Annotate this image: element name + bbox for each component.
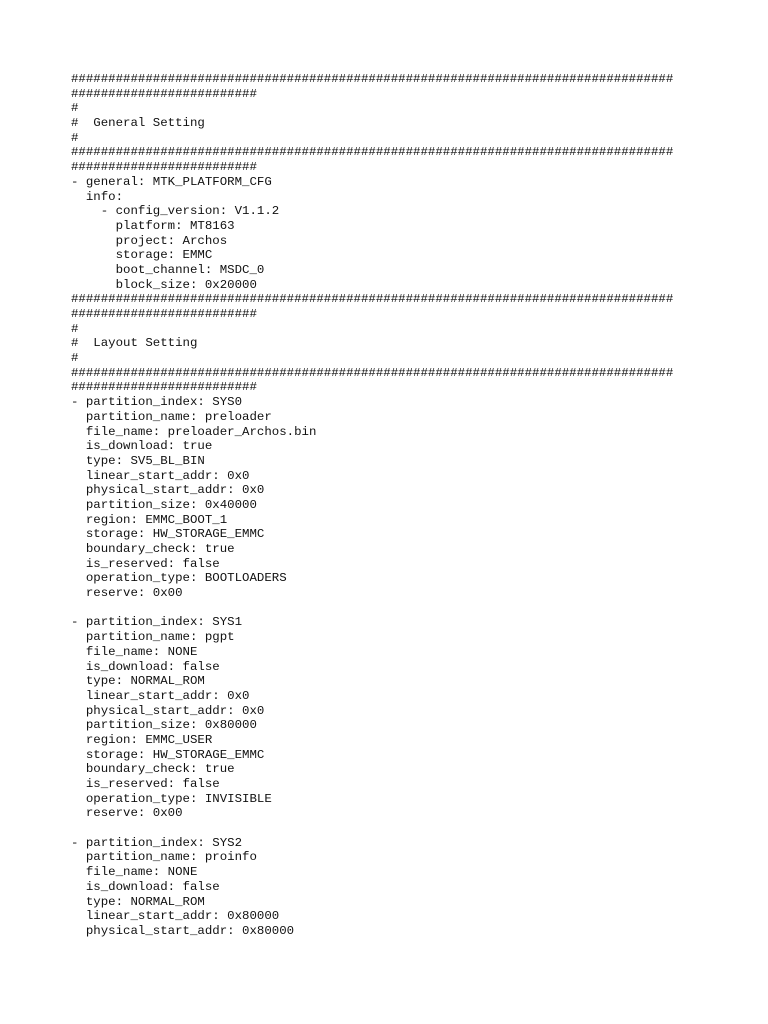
scatter-file-text bbox=[71, 72, 673, 939]
text-line: physical_start_addr: 0x0 bbox=[71, 483, 265, 498]
text-line: boundary_check: true bbox=[71, 762, 235, 777]
text-line: ################################################################################# bbox=[71, 292, 674, 307]
text-line bbox=[71, 601, 673, 616]
text-line: is_download: false bbox=[71, 879, 220, 894]
text-line: file_name: NONE bbox=[71, 865, 198, 880]
text-line: # Layout Setting bbox=[71, 336, 198, 351]
text-line: file_name: NONE bbox=[71, 644, 198, 659]
text-line: is_reserved: false bbox=[71, 777, 220, 791]
text-line: partition_size: 0x80000 bbox=[71, 718, 257, 733]
text-line: type: NORMAL_ROM bbox=[71, 894, 205, 909]
text-line: physical_start_addr: 0x80000 bbox=[71, 923, 295, 938]
text-line bbox=[71, 821, 673, 836]
text-line: - config_version: V1.1.2 bbox=[71, 204, 280, 219]
text-line: physical_start_addr: 0x0 bbox=[71, 703, 265, 718]
text-line: partition_name: preloader bbox=[71, 409, 272, 424]
text-line: boundary_check: true bbox=[71, 542, 235, 556]
text-line: ######################### bbox=[71, 86, 257, 101]
text-line: linear_start_addr: 0x0 bbox=[71, 688, 250, 703]
text-line: region: EMMC_USER bbox=[71, 732, 213, 747]
text-line: # bbox=[71, 321, 79, 336]
text-line: is_download: false bbox=[71, 659, 220, 674]
text-line: reserve: 0x00 bbox=[71, 806, 183, 821]
text-line: platform: MT8163 bbox=[71, 218, 235, 233]
text-line: ######################### bbox=[71, 160, 257, 175]
text-line: reserve: 0x00 bbox=[71, 586, 183, 601]
text-line: is_download: true bbox=[71, 439, 213, 454]
text-line: ######################### bbox=[71, 307, 257, 321]
text-line: ################################################################################# bbox=[71, 72, 674, 86]
text-line: linear_start_addr: 0x80000 bbox=[71, 909, 280, 924]
text-line: file_name: preloader_Archos.bin bbox=[71, 424, 317, 439]
text-line: # General Setting bbox=[71, 116, 205, 131]
text-line: partition_name: pgpt bbox=[71, 630, 235, 645]
text-line: operation_type: BOOTLOADERS bbox=[71, 571, 287, 586]
text-line: operation_type: INVISIBLE bbox=[71, 791, 272, 806]
text-line: - partition_index: SYS2 bbox=[71, 835, 243, 850]
text-line: ################################################################################# bbox=[71, 145, 674, 160]
text-line: partition_size: 0x40000 bbox=[71, 497, 257, 512]
text-line: project: Archos bbox=[71, 233, 228, 248]
text-line: ################################################################################# bbox=[71, 365, 674, 380]
text-line: storage: HW_STORAGE_EMMC bbox=[71, 747, 265, 762]
text-line: linear_start_addr: 0x0 bbox=[71, 468, 250, 483]
text-line: - partition_index: SYS0 bbox=[71, 395, 243, 410]
text-line: is_reserved: false bbox=[71, 556, 220, 571]
text-line: ######################### bbox=[71, 380, 257, 395]
text-line: # bbox=[71, 130, 79, 145]
text-line: # bbox=[71, 351, 79, 366]
text-line: storage: HW_STORAGE_EMMC bbox=[71, 527, 265, 542]
text-line: - general: MTK_PLATFORM_CFG bbox=[71, 174, 272, 189]
text-line: block_size: 0x20000 bbox=[71, 277, 257, 292]
text-line: partition_name: proinfo bbox=[71, 850, 257, 865]
text-line: type: NORMAL_ROM bbox=[71, 674, 205, 689]
text-line: region: EMMC_BOOT_1 bbox=[71, 512, 228, 527]
text-line: boot_channel: MSDC_0 bbox=[71, 262, 265, 277]
text-line: info: bbox=[71, 189, 124, 204]
text-line: # bbox=[71, 101, 79, 116]
text-line: storage: EMMC bbox=[71, 248, 213, 263]
text-line: - partition_index: SYS1 bbox=[71, 615, 243, 630]
text-line: type: SV5_BL_BIN bbox=[71, 453, 205, 468]
